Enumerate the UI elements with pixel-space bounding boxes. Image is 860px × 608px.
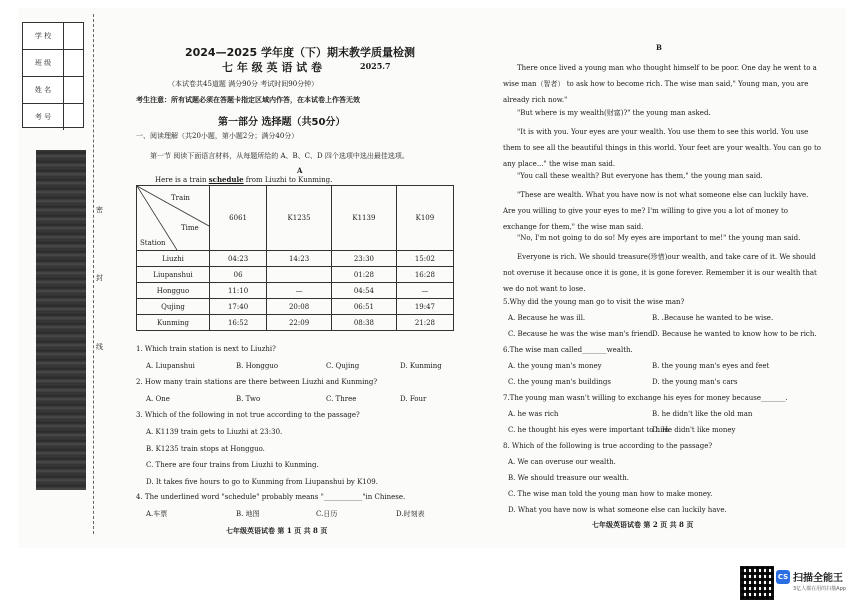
table-header-row xyxy=(137,186,454,251)
station-cell: Liupanshui xyxy=(137,267,210,283)
q1-option-b: B. Hongguo xyxy=(236,362,279,370)
q2-option-d: D. Four xyxy=(400,395,427,403)
dark-binding-strip xyxy=(36,150,86,490)
train-header: K109 xyxy=(396,186,453,251)
binding-char-xian: 线 xyxy=(96,343,103,351)
q6-option-d: D. the young man's cars xyxy=(652,378,738,386)
q5-option-b: B. .Because he wanted to be wise. xyxy=(652,314,774,322)
scanner-app-name: 扫描全能王 xyxy=(793,573,843,584)
corner-station: Station xyxy=(140,239,166,247)
exam-meta: （本试卷共45道题 满分90分 考试时间90分钟） xyxy=(168,80,319,88)
q1-option-c: C. Qujing xyxy=(326,362,360,370)
time-cell: 19:47 xyxy=(396,299,453,315)
q5-option-a: A. Because he was ill. xyxy=(508,314,586,322)
exam-title: 2024—2025 学年度（下）期末教学质量检测 xyxy=(184,46,416,59)
q7-option-c: C. he thought his eyes were important to him xyxy=(508,426,670,434)
student-info-box xyxy=(22,22,84,128)
passage-b-para-5: "These are wealth. What you have now is not what someone else can luckily have. Are you willing to give your eyes to me? I'm willing to give you a lot of money to exchange for them," the wise man said. xyxy=(503,191,809,231)
section1-title: 一、阅读理解（共20小题，第小题2分；满分40分） xyxy=(136,132,299,140)
table-row xyxy=(137,267,454,283)
page-footer-right: 七年级英语试卷 第 2 页 共 8 页 xyxy=(592,520,694,529)
binding-char-mi: 密 xyxy=(96,206,103,214)
question-5: 5.Why did the young man go to visit the wise man? xyxy=(503,298,685,306)
passage-b-para-4: "You call these wealth? But everyone has them," the young man said. xyxy=(517,172,763,180)
q7-option-d: D. He didn't like money xyxy=(652,426,736,434)
station-cell: Liuzhi xyxy=(137,251,210,267)
question-2: 2. How many train stations are there between Liuzhi and Kunming? xyxy=(136,378,378,386)
q1-option-a: A. Liupanshui xyxy=(146,362,195,370)
q3-option-c: C. There are four trains from Liuzhi to Kunming. xyxy=(146,461,319,469)
info-label-name: 姓 名 xyxy=(23,77,64,103)
passage-b-para-7: Everyone is rich. We should treasure(珍惜)our wealth, and take care of it. We should not overuse it because once it is gone, it is gone forever. Remember it is our wealth that we do not want to lose. xyxy=(503,253,817,293)
passage-b-para-3: "It is with you. Your eyes are your wealth. You use them to see this world. You use them to see all the beautiful things in this world. Your feet are your wealth. You can go to any place..." the wise man said. xyxy=(503,128,822,168)
time-cell: 04:54 xyxy=(331,283,396,299)
time-cell: 17:40 xyxy=(210,299,267,315)
q7-option-b: B. he didn't like the old man xyxy=(652,410,753,418)
time-cell: 06 xyxy=(210,267,267,283)
time-cell: 16:28 xyxy=(396,267,453,283)
corner-time: Time xyxy=(181,224,199,232)
binding-line xyxy=(93,14,95,534)
exam-date: 2025.7 xyxy=(360,61,391,71)
q4-option-c: C.日历 xyxy=(316,510,338,518)
corner-train: Train xyxy=(171,194,190,202)
time-cell: 11:10 xyxy=(210,283,267,299)
station-cell: Kunming xyxy=(137,315,210,331)
info-label-class: 班 级 xyxy=(23,50,64,76)
table-row xyxy=(137,283,454,299)
time-cell: 08:38 xyxy=(331,315,396,331)
q4-option-d: D.时刻表 xyxy=(396,510,425,518)
time-cell: 14:23 xyxy=(267,251,332,267)
table-row xyxy=(137,251,454,267)
info-label-school: 学 校 xyxy=(23,23,64,49)
question-6: 6.The wise man called_______wealth. xyxy=(503,346,633,354)
train-header: K1139 xyxy=(331,186,396,251)
q4-option-a: A.车票 xyxy=(146,510,168,518)
time-cell: 22:09 xyxy=(267,315,332,331)
q8-option-d: D. What you have now is what someone else can luckily have. xyxy=(508,506,727,514)
passage-b-para-1: There once lived a young man who thought himself to be poor. One day he went to a wise man（智者） to ask how to become rich. The wise man said," Young man, you are already rich now." xyxy=(503,64,817,104)
part1-title: 第一部分 选择题（共50分） xyxy=(218,117,346,128)
q3-option-a: A. K1139 train gets to Liuzhi at 23:30. xyxy=(146,428,283,436)
time-cell: — xyxy=(396,283,453,299)
station-cell: Hongguo xyxy=(137,283,210,299)
section1-instruction: 第一节 阅读下面语言材料，从每题所给的 A、B、C、D 四个选项中选出最佳选项。 xyxy=(150,152,409,160)
q8-option-c: C. The wise man told the young man how to make money. xyxy=(508,490,713,498)
q5-option-d: D. Because he wanted to know how to be rich. xyxy=(652,330,817,338)
q2-option-a: A. One xyxy=(146,395,170,403)
camscanner-logo-icon: CS xyxy=(776,570,790,584)
question-3: 3. Which of the following in not true according to the passage? xyxy=(136,411,360,419)
q5-option-c: C. Because he was the wise man's friend. xyxy=(508,330,655,338)
exam-notice: 考生注意：所有试题必须在答题卡指定区域内作答，在本试卷上作答无效 xyxy=(136,95,360,104)
q3-option-b: B. K1235 train stops at Hongguo. xyxy=(146,445,265,453)
page-footer-left: 七年级英语试卷 第 1 页 共 8 页 xyxy=(226,526,328,535)
exam-subtitle: 七 年 级 英 语 试 卷 xyxy=(222,61,322,74)
time-cell: 16:52 xyxy=(210,315,267,331)
time-cell: 01:28 xyxy=(331,267,396,283)
passage-b-letter: B xyxy=(656,43,662,52)
passage-a-letter: A xyxy=(297,166,303,175)
station-cell: Qujing xyxy=(137,299,210,315)
time-cell: 23:30 xyxy=(331,251,396,267)
q3-option-d: D. It takes five hours to go to Kunming from Liupanshui by K109. xyxy=(146,478,378,486)
q8-option-a: A. We can overuse our wealth. xyxy=(508,458,616,466)
time-cell: 20:08 xyxy=(267,299,332,315)
time-cell: — xyxy=(267,283,332,299)
q1-option-d: D. Kunming xyxy=(400,362,442,370)
question-8: 8. Which of the following is true according to the passage? xyxy=(503,442,713,450)
time-cell: 04:23 xyxy=(210,251,267,267)
q2-option-c: C. Three xyxy=(326,395,357,403)
q6-option-c: C. the young man's buildings xyxy=(508,378,611,386)
question-4: 4. The underlined word "schedule" probably means "___________"in Chinese. xyxy=(136,493,406,501)
q4-option-b: B. 地图 xyxy=(236,510,260,518)
corner-cell xyxy=(137,186,210,251)
train-header: 6061 xyxy=(210,186,267,251)
time-cell: 15:02 xyxy=(396,251,453,267)
q7-option-a: A. he was rich xyxy=(508,410,559,418)
question-7: 7.The young man wasn't willing to exchange his eyes for money because_______. xyxy=(503,394,788,402)
question-1: 1. Which train station is next to Liuzhi? xyxy=(136,345,276,353)
schedule-word: schedule xyxy=(208,175,244,184)
passage-b-para-6: "No, I'm not going to do so! My eyes are important to me!" the young man said. xyxy=(517,234,801,242)
q8-option-b: B. We should treasure our wealth. xyxy=(508,474,630,482)
passage-b-para-2: "But where is my wealth(财富)?" the young man asked. xyxy=(517,109,711,117)
binding-char-feng: 封 xyxy=(96,274,103,282)
time-cell xyxy=(267,267,332,283)
scanner-app-tagline: 3亿人都在用的扫描App xyxy=(793,586,846,592)
q6-option-b: B. the young man's eyes and feet xyxy=(652,362,770,370)
table-row xyxy=(137,299,454,315)
train-schedule-table xyxy=(136,185,454,331)
qr-code-icon xyxy=(740,566,774,600)
time-cell: 21:28 xyxy=(396,315,453,331)
q2-option-b: B. Two xyxy=(236,395,261,403)
passage-a-intro: Here is a train schedule from Liuzhi to Kunming. xyxy=(155,175,333,184)
train-header: K1235 xyxy=(267,186,332,251)
q6-option-a: A. the young man's money xyxy=(508,362,602,370)
time-cell: 06:51 xyxy=(331,299,396,315)
info-label-id: 考 号 xyxy=(23,104,64,130)
table-row xyxy=(137,315,454,331)
